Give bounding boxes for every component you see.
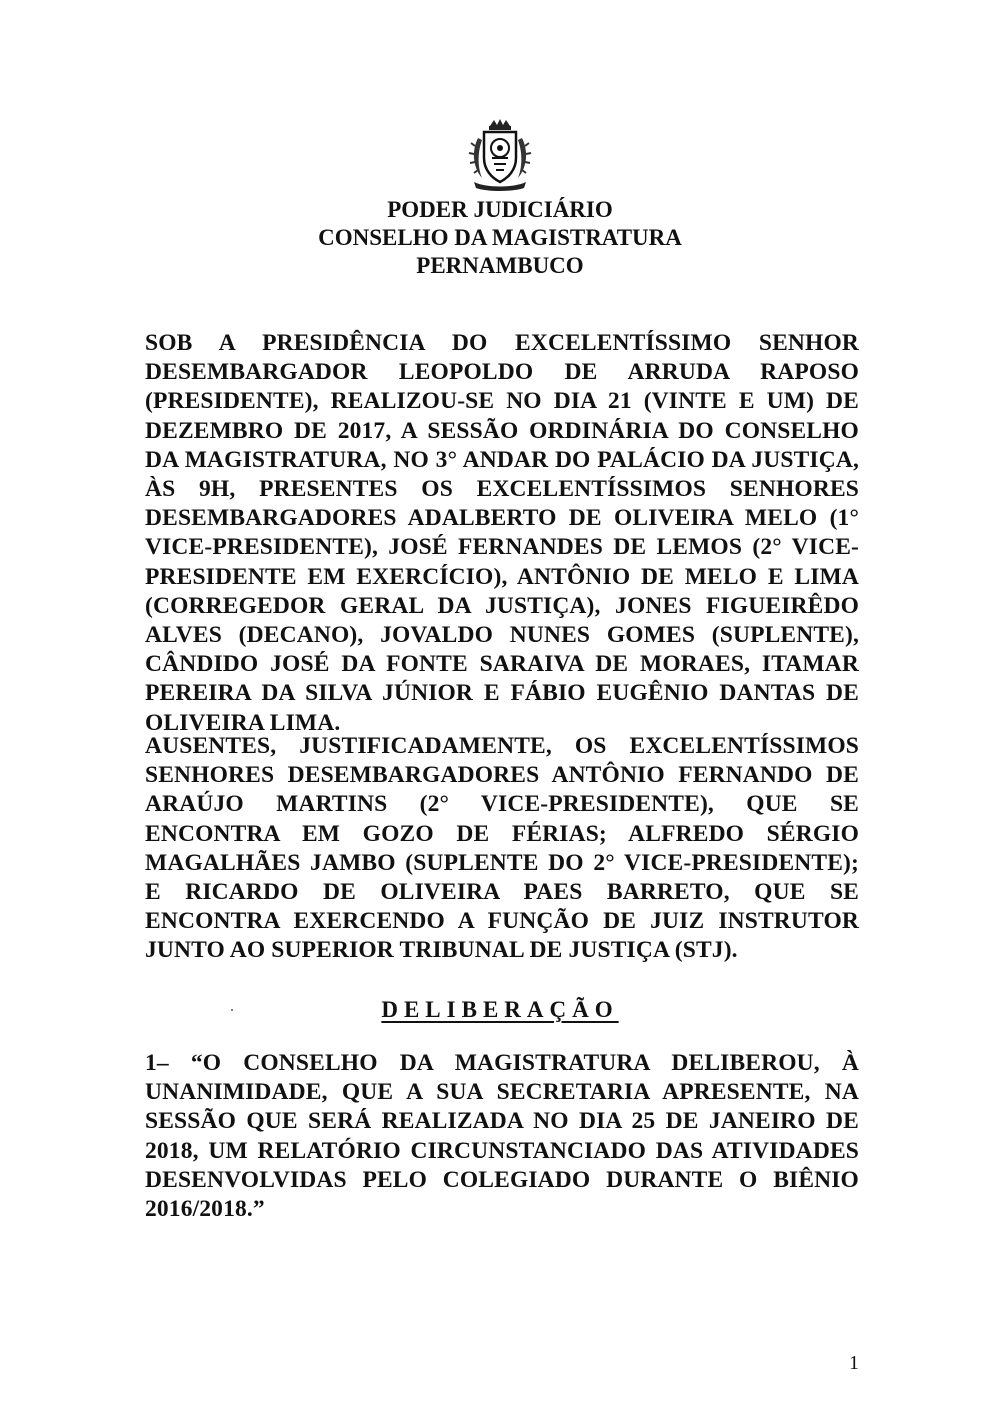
absences-paragraph: AUSENTES, JUSTIFICADAMENTE, OS EXCELENTÍSSIMOS SENHORES DESEMBARGADORES ANTÔNIO FERNANDO DE ARAÚJO MARTINS (2° VICE-PRESIDENTE), QUE SE ENCONTRA EM GOZO DE FÉRIAS; ALFREDO SÉRGIO MAGALHÃES JAMBO (SUPLENTE DO 2° VICE-PRESIDENTE); E RICARDO DE OLIVEIRA PAES BARRETO, QUE SE ENCONTRA EXERCENDO A FUNÇÃO DE JUIZ INSTRUTOR JUNTO AO SUPERIOR TRIBUNAL DE JUSTIÇA (STJ). — [145, 733, 859, 964]
deliberation-heading: DELIBERAÇÃO — [381, 997, 619, 1022]
header-line-council: CONSELHO DA MAGISTRATURA — [318, 225, 682, 250]
header-line-judiciary: PODER JUDICIÁRIO — [387, 197, 613, 222]
coat-of-arms-icon — [466, 118, 534, 192]
document-header — [0, 196, 1000, 280]
page-number: 1 — [849, 1352, 859, 1374]
header-line-state: PERNAMBUCO — [416, 253, 584, 278]
deliberation-item: 1– “O CONSELHO DA MAGISTRATURA DELIBEROU, À UNANIMIDADE, QUE A SUA SECRETARIA APRESENTE, NA SESSÃO QUE SERÁ REALIZADA NO DIA 25 DE JANEIRO DE 2018, UM RELATÓRIO CIRCUNSTANCIADO DAS ATIVIDADES DESENVOLVIDAS PELO COLEGIADO DURANTE O BIÊNIO 2016/2018.” — [145, 1050, 859, 1223]
session-presence-paragraph: SOB A PRESIDÊNCIA DO EXCELENTÍSSIMO SENHOR DESEMBARGADOR LEOPOLDO DE ARRUDA RAPOSO (PRESIDENTE), REALIZOU-SE NO DIA 21 (VINTE E UM) DE DEZEMBRO DE 2017, A SESSÃO ORDINÁRIA DO CONSELHO DA MAGISTRATURA, NO 3° ANDAR DO PALÁCIO DA JUSTIÇA, ÀS 9H, PRESENTES OS EXCELENTÍSSIMOS SENHORES DESEMBARGADORES ADALBERTO DE OLIVEIRA MELO (1° VICE-PRESIDENTE), JOSÉ FERNANDES DE LEMOS (2° VICE-PRESIDENTE EM EXERCÍCIO), ANTÔNIO DE MELO E LIMA (CORREGEDOR GERAL DA JUSTIÇA), JONES FIGUEIRÊDO ALVES (DECANO), JOVALDO NUNES GOMES (SUPLENTE), CÂNDIDO JOSÉ DA FONTE SARAIVA DE MORAES, ITAMAR PEREIRA DA SILVA JÚNIOR E FÁBIO EUGÊNIO DANTAS DE OLIVEIRA LIMA. — [145, 330, 859, 736]
